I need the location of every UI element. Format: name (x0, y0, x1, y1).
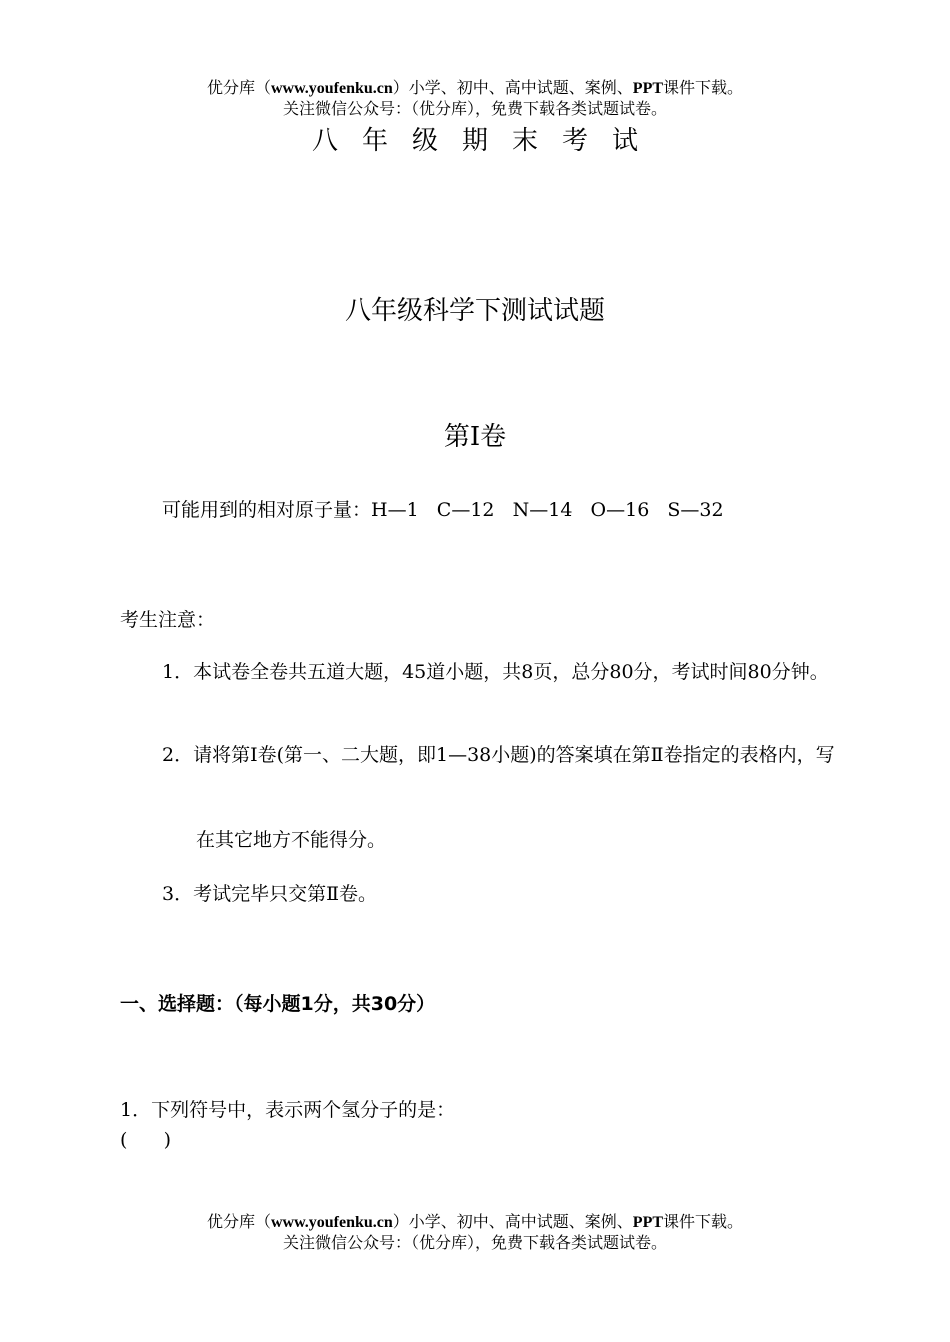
atomic-masses: 可能用到的相对原子量：H—1 C—12 N—14 O—16 S—32 (162, 499, 724, 521)
footer-url-link[interactable]: www.youfenku.cn (270, 1214, 393, 1231)
footer-line-1 (0, 1212, 950, 1233)
footer-mid: ）小学、初中、高中试题、案例、 (392, 1212, 633, 1231)
notice-item-2: 2．请将第Ⅰ卷(第一、二大题，即1—38小题)的答案填在第Ⅱ卷指定的表格内，写 (162, 744, 835, 766)
notice-item-2-continuation: 在其它地方不能得分。 (196, 829, 387, 851)
question-1-answer-bracket[interactable]: ( ) (120, 1129, 172, 1151)
header-mid: ）小学、初中、高中试题、案例、 (392, 78, 633, 97)
volume-title: 第Ⅰ卷 (443, 422, 507, 452)
exam-banner: 八年级期末考试 (311, 126, 662, 156)
notice-item-3: 3．考试完毕只交第Ⅱ卷。 (162, 883, 378, 905)
notice-heading: 考生注意： (120, 609, 216, 631)
header-suffix: 课件下载。 (663, 78, 744, 97)
footer-ppt: PPT (632, 1214, 664, 1231)
header-prefix: 优分库（ (206, 78, 271, 97)
header-ppt: PPT (632, 80, 664, 97)
footer-prefix: 优分库（ (206, 1212, 271, 1231)
section-heading: 一、选择题：（每小题1分，共30分） (120, 993, 436, 1015)
notice-item-1: 1．本试卷全卷共五道大题，45道小题，共8页，总分80分，考试时间80分钟。 (162, 661, 829, 683)
footer-line-2: 关注微信公众号：（优分库），免费下载各类试题试卷。 (282, 1233, 667, 1252)
header-line-1 (0, 78, 950, 99)
header-line-2: 关注微信公众号：（优分库），免费下载各类试题试卷。 (282, 99, 667, 118)
footer-suffix: 课件下载。 (663, 1212, 744, 1231)
header-url-link[interactable]: www.youfenku.cn (270, 80, 393, 97)
page-title: 八年级科学下测试试题 (344, 296, 605, 326)
question-1-text: 1．下列符号中，表示两个氢分子的是： (120, 1099, 456, 1121)
